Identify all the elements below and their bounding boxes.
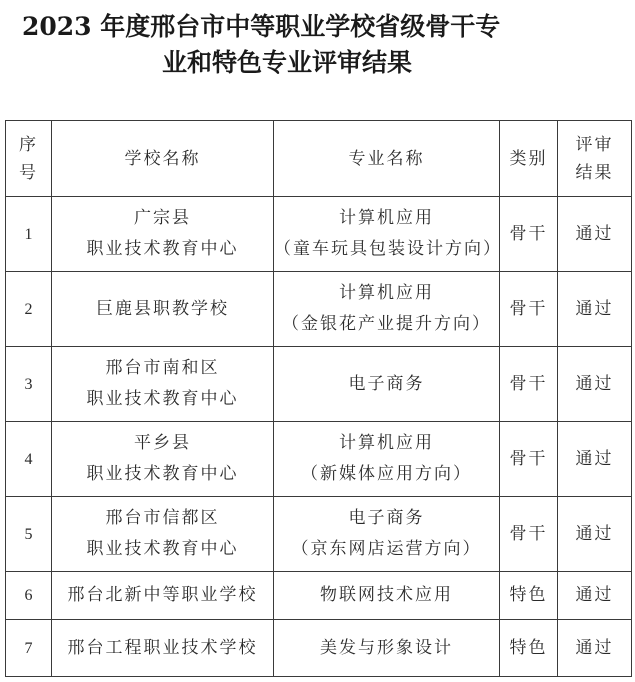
table-row <box>6 497 632 572</box>
cell-major: 计算机应用 （金银花产业提升方向） <box>274 272 500 347</box>
cell-major: 计算机应用 （新媒体应用方向） <box>274 422 500 497</box>
header-major: 专业名称 <box>274 121 500 197</box>
cell-seq: 7 <box>6 620 52 677</box>
table-header-row <box>6 121 632 197</box>
cell-major: 电子商务 <box>274 347 500 422</box>
header-result: 评审 结果 <box>558 121 632 197</box>
cell-category: 骨干 <box>500 497 558 572</box>
table-row <box>6 272 632 347</box>
cell-result: 通过 <box>558 272 632 347</box>
cell-result: 通过 <box>558 572 632 620</box>
cell-seq: 3 <box>6 347 52 422</box>
cell-seq: 2 <box>6 272 52 347</box>
table-row <box>6 620 632 677</box>
cell-major: 计算机应用 （童车玩具包装设计方向） <box>274 197 500 272</box>
cell-result: 通过 <box>558 197 632 272</box>
cell-seq: 5 <box>6 497 52 572</box>
table-row <box>6 347 632 422</box>
cell-category: 特色 <box>500 620 558 677</box>
cell-major: 美发与形象设计 <box>274 620 500 677</box>
cell-seq: 4 <box>6 422 52 497</box>
header-school: 学校名称 <box>52 121 274 197</box>
table-row <box>6 572 632 620</box>
cell-result: 通过 <box>558 347 632 422</box>
cell-result: 通过 <box>558 497 632 572</box>
title-line-1: 2023 年度邢台市中等职业学校省级骨干专 <box>22 12 501 41</box>
table-row <box>6 422 632 497</box>
cell-school: 平乡县 职业技术教育中心 <box>52 422 274 497</box>
cell-result: 通过 <box>558 422 632 497</box>
results-table <box>5 120 632 677</box>
cell-school: 邢台市信都区 职业技术教育中心 <box>52 497 274 572</box>
cell-category: 骨干 <box>500 197 558 272</box>
cell-seq: 1 <box>6 197 52 272</box>
cell-category: 骨干 <box>500 422 558 497</box>
cell-school: 广宗县 职业技术教育中心 <box>52 197 274 272</box>
cell-major: 物联网技术应用 <box>274 572 500 620</box>
cell-category: 骨干 <box>500 272 558 347</box>
cell-school: 邢台北新中等职业学校 <box>52 572 274 620</box>
cell-result: 通过 <box>558 620 632 677</box>
cell-category: 特色 <box>500 572 558 620</box>
cell-category: 骨干 <box>500 347 558 422</box>
header-seq: 序 号 <box>6 121 52 197</box>
table-row <box>6 197 632 272</box>
title-line-2: 业和特色专业评审结果 <box>162 48 413 77</box>
cell-school: 邢台市南和区 职业技术教育中心 <box>52 347 274 422</box>
cell-school: 邢台工程职业技术学校 <box>52 620 274 677</box>
cell-major: 电子商务 （京东网店运营方向） <box>274 497 500 572</box>
cell-school: 巨鹿县职教学校 <box>52 272 274 347</box>
header-category: 类别 <box>500 121 558 197</box>
cell-seq: 6 <box>6 572 52 620</box>
